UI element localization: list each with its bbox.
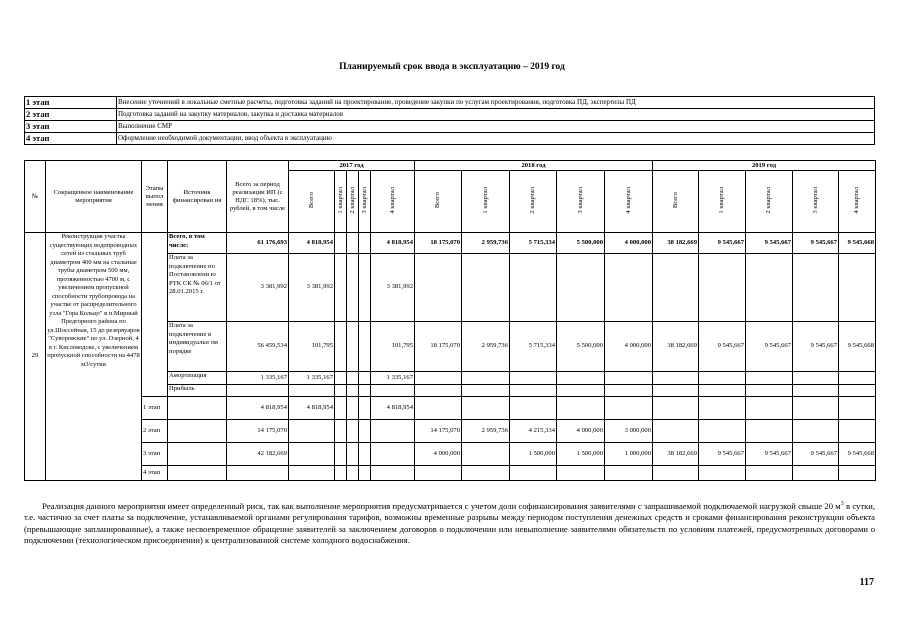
value-cell [839,254,876,322]
value-cell: 4 000,000 [557,420,605,443]
header-q1: 1 квартал [336,186,344,214]
header-all: Всего [307,191,315,209]
value-cell [746,372,793,385]
table-row [25,397,876,420]
total-cell [227,466,289,481]
value-cell [746,397,793,420]
header-q1: 1 квартал [718,186,725,214]
value-cell: 1 335,167 [371,372,415,385]
source-label: Амортизация [168,372,227,385]
value-cell: 1 500,000 [510,443,557,466]
value-cell: 5 500,000 [557,233,605,254]
project-name: Реконструкция участка существующих водопроводных сетей из стальных труб диаметром 400 мм на стальные трубы диаметром 500 мм, протяженностью 4700 м, с увеличением пропускной способности трубопровода на участке от распределительного узла "Гора Кольцо" в п.Мирный Предгорного района по ул.Шоссейная, 15 до резервуаров "Суворовские" по ул. Озерной, 4 в г. Кисловодске, с увеличением пропускной способности на 4478 м3/сутки [46,233,142,481]
value-cell [699,466,746,481]
header-q1: 1 квартал [481,186,489,214]
value-cell: 9 545,667 [746,233,793,254]
stage-cell-empty [142,233,168,397]
stage-name: 4 этап [25,133,117,145]
header-stages: Этапы выпол нения [142,161,168,233]
source-label: Прибыль [168,385,227,397]
header-source: Источник финансирован ия [168,161,227,233]
value-cell [347,466,359,481]
value-cell: 9 545,667 [793,443,839,466]
table-row [25,420,876,443]
table-row [25,443,876,466]
stage-row [25,121,875,133]
paragraph-text-a: Реализация данного мероприятия имеет определенный риск, так как выполнение мероприятия предусматривается с учетом доли софинансирования заявителями с запрашиваемой подключаемой нагрузкой свыше 20 м [42,501,841,511]
value-cell: 5 715,334 [510,233,557,254]
value-cell [359,372,371,385]
value-cell [653,466,699,481]
stage-description: Внесение уточнений в локальные сметные расчеты, подготовка заданий на проектирование, проведение закупки по услугам проектирования, подготовка ПД, экспертизы ПД [117,97,875,109]
value-cell [510,254,557,322]
value-cell [462,372,510,385]
value-cell [699,254,746,322]
source-empty [168,443,227,466]
header-name: Сокращенное наименование мероприятия [46,161,142,233]
value-cell: 38 182,669 [653,322,699,372]
header-no: № [25,161,46,233]
total-cell: 61 176,693 [227,233,289,254]
value-cell: 2 959,736 [462,233,510,254]
value-cell [289,443,335,466]
value-cell: 38 182,669 [653,233,699,254]
value-cell [839,397,876,420]
value-cell [557,385,605,397]
stage-description: Подготовка заданий на закупку материалов, закупка и доставка материалов [117,109,875,121]
value-cell [605,466,653,481]
value-cell [335,397,347,420]
value-cell [347,322,359,372]
page-number: 117 [859,577,874,588]
value-cell: 9 545,667 [699,322,746,372]
paragraph-superscript: 3 [840,501,844,508]
value-cell [415,254,462,322]
header-all: Всего [671,191,679,209]
value-cell [415,397,462,420]
value-cell: 9 545,667 [699,443,746,466]
value-cell [557,372,605,385]
header-q4: 4 квартал [853,186,860,214]
value-cell: 14 175,070 [415,420,462,443]
risk-paragraph [24,501,875,547]
total-cell: 14 175,070 [227,420,289,443]
source-label: Плата за подключение в индивидуальн ом порядке [168,322,227,372]
value-cell [605,372,653,385]
value-cell: 2 959,736 [462,420,510,443]
value-cell [359,420,371,443]
value-cell: 9 545,668 [839,233,876,254]
value-cell [347,420,359,443]
header-total: Всего за период реализации ИП (с НДС 18%), тыс. рублей, в том числе [227,161,289,233]
value-cell: 4 000,000 [605,322,653,372]
value-cell: 1 335,167 [289,372,335,385]
value-cell [510,466,557,481]
value-cell [359,397,371,420]
value-cell [839,420,876,443]
value-cell [347,372,359,385]
value-cell [462,443,510,466]
value-cell: 4 818,954 [289,397,335,420]
table-row [25,466,876,481]
value-cell [793,466,839,481]
header-q4: 4 квартал [624,186,632,214]
value-cell [653,372,699,385]
stage-row [25,133,875,145]
value-cell [289,385,335,397]
value-cell [462,385,510,397]
value-cell: 5 715,334 [510,322,557,372]
value-cell [605,397,653,420]
source-label: Плата за подключение по Постановлени ю РТК СК № 06/1 от 28.01.2015 г. [168,254,227,322]
stage-name: 1 этап [25,97,117,109]
value-cell: 101,795 [289,322,335,372]
project-number: 29 [25,233,46,481]
stage-label: 4 этап [142,466,168,481]
value-cell [335,385,347,397]
value-cell [335,254,347,322]
value-cell: 9 545,668 [839,322,876,372]
header-year-2019: 2019 год [653,161,876,171]
header-q2: 2 квартал [348,186,356,214]
stage-description: Выполнение СМР [117,121,875,133]
value-cell [347,443,359,466]
value-cell [347,233,359,254]
header-q3: 3 квартал [576,186,584,214]
value-cell [557,397,605,420]
stage-label: 2 этап [142,420,168,443]
value-cell [699,420,746,443]
value-cell [335,233,347,254]
value-cell [462,254,510,322]
value-cell: 3 381,992 [289,254,335,322]
value-cell: 3 000,000 [605,420,653,443]
value-cell [335,443,347,466]
value-cell [557,254,605,322]
value-cell [699,397,746,420]
value-cell [359,443,371,466]
value-cell [289,420,335,443]
value-cell [335,466,347,481]
stage-row [25,97,875,109]
value-cell: 38 182,669 [653,443,699,466]
value-cell [793,372,839,385]
header-q2: 2 квартал [765,186,772,214]
value-cell: 4 000,000 [605,233,653,254]
total-cell [227,385,289,397]
paragraph-text-b: в сутки, т.е. частично за счет платы за подключение, устанавливаемой органами регулирования тарифов, возможны временные разрывы между периодом поступления денежных средств и сроками финансирования реконструкции объекта (превышающие запланированные), а также несвоевременное обращение заявителей за заключением договоров о подключении или невыполнение заявителями обязательств по условиям платежей, предусмотренных договорами о подключении (технологическом присоединении) к централизованной системе холодного водоснабжения. [24,501,876,546]
value-cell: 9 545,668 [839,443,876,466]
total-cell: 1 335,167 [227,372,289,385]
value-cell: 3 381,992 [371,254,415,322]
value-cell [359,466,371,481]
value-cell [371,420,415,443]
stage-name: 2 этап [25,109,117,121]
value-cell: 4 818,954 [371,397,415,420]
value-cell [415,466,462,481]
value-cell: 9 545,667 [746,322,793,372]
header-year-2018: 2018 год [415,161,653,171]
value-cell [605,254,653,322]
value-cell: 4 000,000 [415,443,462,466]
value-cell [335,372,347,385]
value-cell [793,385,839,397]
value-cell [839,372,876,385]
value-cell [746,254,793,322]
value-cell [746,466,793,481]
value-cell [699,385,746,397]
header-year-2017: 2017 год [289,161,415,171]
value-cell [793,254,839,322]
value-cell [371,466,415,481]
value-cell [557,466,605,481]
value-cell: 18 175,070 [415,322,462,372]
total-cell: 3 381,992 [227,254,289,322]
value-cell [415,385,462,397]
source-empty [168,397,227,420]
value-cell [653,420,699,443]
table-row [25,233,876,254]
value-cell [371,385,415,397]
value-cell [793,397,839,420]
header-all: Всего [434,191,441,209]
value-cell [335,420,347,443]
stage-description: Оформление необходимой документации, ввод объекта в эксплуатацию [117,133,875,145]
value-cell [653,397,699,420]
value-cell: 4 818,954 [371,233,415,254]
value-cell [793,420,839,443]
value-cell: 4 818,954 [289,233,335,254]
value-cell [359,385,371,397]
value-cell [510,385,557,397]
value-cell [510,372,557,385]
header-q3: 3 квартал [360,186,368,214]
financing-table [24,160,876,481]
value-cell [347,397,359,420]
source-empty [168,420,227,443]
value-cell: 1 000,000 [605,443,653,466]
header-q4: 4 квартал [388,186,396,214]
stage-label: 3 этап [142,443,168,466]
value-cell [289,466,335,481]
value-cell: 5 500,000 [557,322,605,372]
total-cell: 42 182,669 [227,443,289,466]
value-cell: 2 959,736 [462,322,510,372]
value-cell [359,322,371,372]
header-q3: 3 квартал [811,186,819,214]
value-cell [347,254,359,322]
header-q2: 2 квартал [529,186,536,214]
value-cell: 9 545,667 [746,443,793,466]
value-cell [839,385,876,397]
value-cell [839,466,876,481]
value-cell [462,466,510,481]
value-cell: 4 215,334 [510,420,557,443]
value-cell [335,322,347,372]
value-cell [359,233,371,254]
value-cell: 9 545,667 [793,322,839,372]
value-cell [699,372,746,385]
value-cell [653,254,699,322]
page-title: Планируемый срок ввода в эксплуатацию – 2019 год [339,62,565,72]
stage-label: 1 этап [142,397,168,420]
value-cell [371,443,415,466]
stage-row [25,109,875,121]
value-cell [605,385,653,397]
value-cell [462,397,510,420]
value-cell: 9 545,667 [699,233,746,254]
source-empty [168,466,227,481]
value-cell [415,372,462,385]
value-cell [347,385,359,397]
value-cell: 101,795 [371,322,415,372]
total-cell: 56 459,534 [227,322,289,372]
value-cell: 9 545,667 [793,233,839,254]
value-cell: 1 500,000 [557,443,605,466]
value-cell [746,420,793,443]
stages-table [24,96,875,145]
value-cell [653,385,699,397]
value-cell [746,385,793,397]
stage-name: 3 этап [25,121,117,133]
value-cell [359,254,371,322]
source-label: Всего, в том числе: [168,233,227,254]
value-cell: 18 175,070 [415,233,462,254]
value-cell [510,397,557,420]
total-cell: 4 818,954 [227,397,289,420]
